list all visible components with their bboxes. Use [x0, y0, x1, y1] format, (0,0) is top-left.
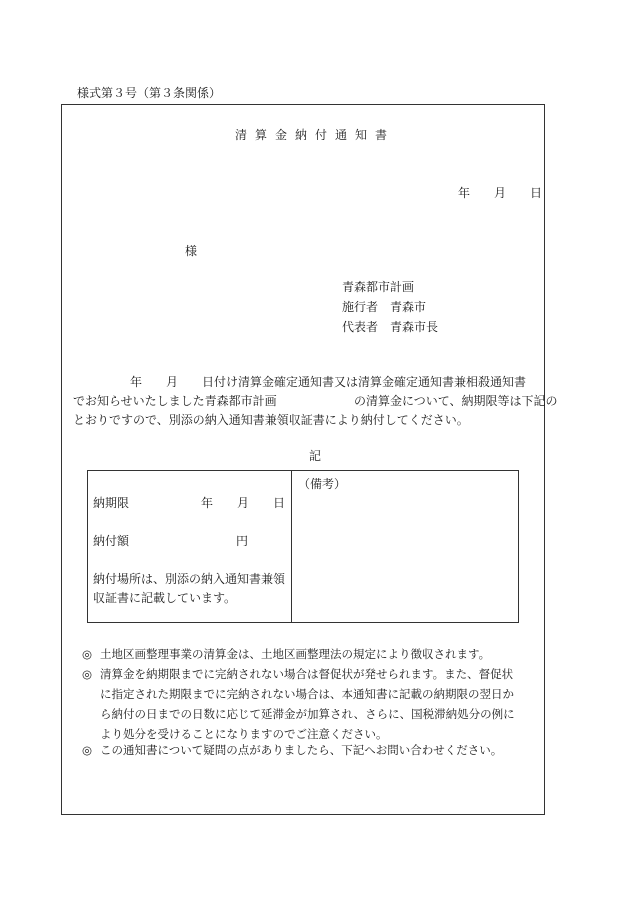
note-line: より処分を受けることになりますのでご注意ください。 — [100, 727, 388, 741]
remarks-label: （備考） — [298, 477, 347, 491]
date-day-label: 日 — [530, 186, 543, 200]
issuer-representative: 代表者 青森市長 — [342, 320, 439, 334]
note-line: 土地区画整理事業の清算金は、土地区画整理法の規定により徴収されます。 — [100, 647, 491, 661]
date-month-label: 月 — [494, 186, 507, 200]
note-line: この通知書について疑問の点がありましたら、下記へお問い合わせください。 — [100, 743, 503, 757]
double-circle-icon: ◎ — [82, 667, 93, 681]
ki-heading: 記 — [308, 449, 321, 463]
date-year-label: 年 — [458, 186, 471, 200]
details-divider — [291, 471, 292, 622]
due-day-label: 日 — [273, 496, 286, 510]
details-table — [87, 470, 519, 623]
payment-place-line-1: 納付場所は、別添の納入通知書兼領 — [93, 572, 286, 586]
note-line: ら納付の日までの日数に応じて延滞金が加算され、さらに、国税滞納処分の例に — [100, 707, 515, 721]
issuer-plan-name: 青森都市計画 — [342, 280, 415, 294]
due-date-label: 納期限 — [93, 496, 130, 510]
note-line: 清算金を納期限までに完納されない場合は督促状が発せられます。また、督促状 — [100, 667, 514, 681]
double-circle-icon: ◎ — [82, 743, 93, 757]
body-line-3: とおりですので、別添の納入通知書兼領収証書により納付してください。 — [73, 413, 469, 427]
body-line-2a: でお知らせいたしました青森都市計画 — [73, 394, 277, 408]
issuer-implementer: 施行者 青森市 — [342, 300, 427, 314]
note-line: に指定された期限までに完納されない場合は、本通知書に記載の納期限の翌日か — [100, 687, 514, 701]
amount-unit-label: 円 — [236, 534, 249, 548]
document-title: 清算金納付通知書 — [234, 128, 395, 142]
body-line-2b: の清算金について、納期限等は下記の — [354, 394, 558, 408]
body-year-label: 年 — [130, 375, 143, 389]
form-number-label: 様式第３号（第３条関係） — [77, 86, 222, 100]
body-line-1: 日付け清算金確定通知書又は清算金確定通知書兼相殺通知書 — [202, 375, 527, 389]
due-month-label: 月 — [237, 496, 250, 510]
payment-place-line-2: 収証書に記載しています。 — [93, 591, 237, 605]
addressee-honorific: 様 — [185, 244, 198, 258]
due-year-label: 年 — [201, 496, 214, 510]
body-month-label: 月 — [166, 375, 179, 389]
amount-label: 納付額 — [93, 534, 130, 548]
double-circle-icon: ◎ — [82, 647, 93, 661]
